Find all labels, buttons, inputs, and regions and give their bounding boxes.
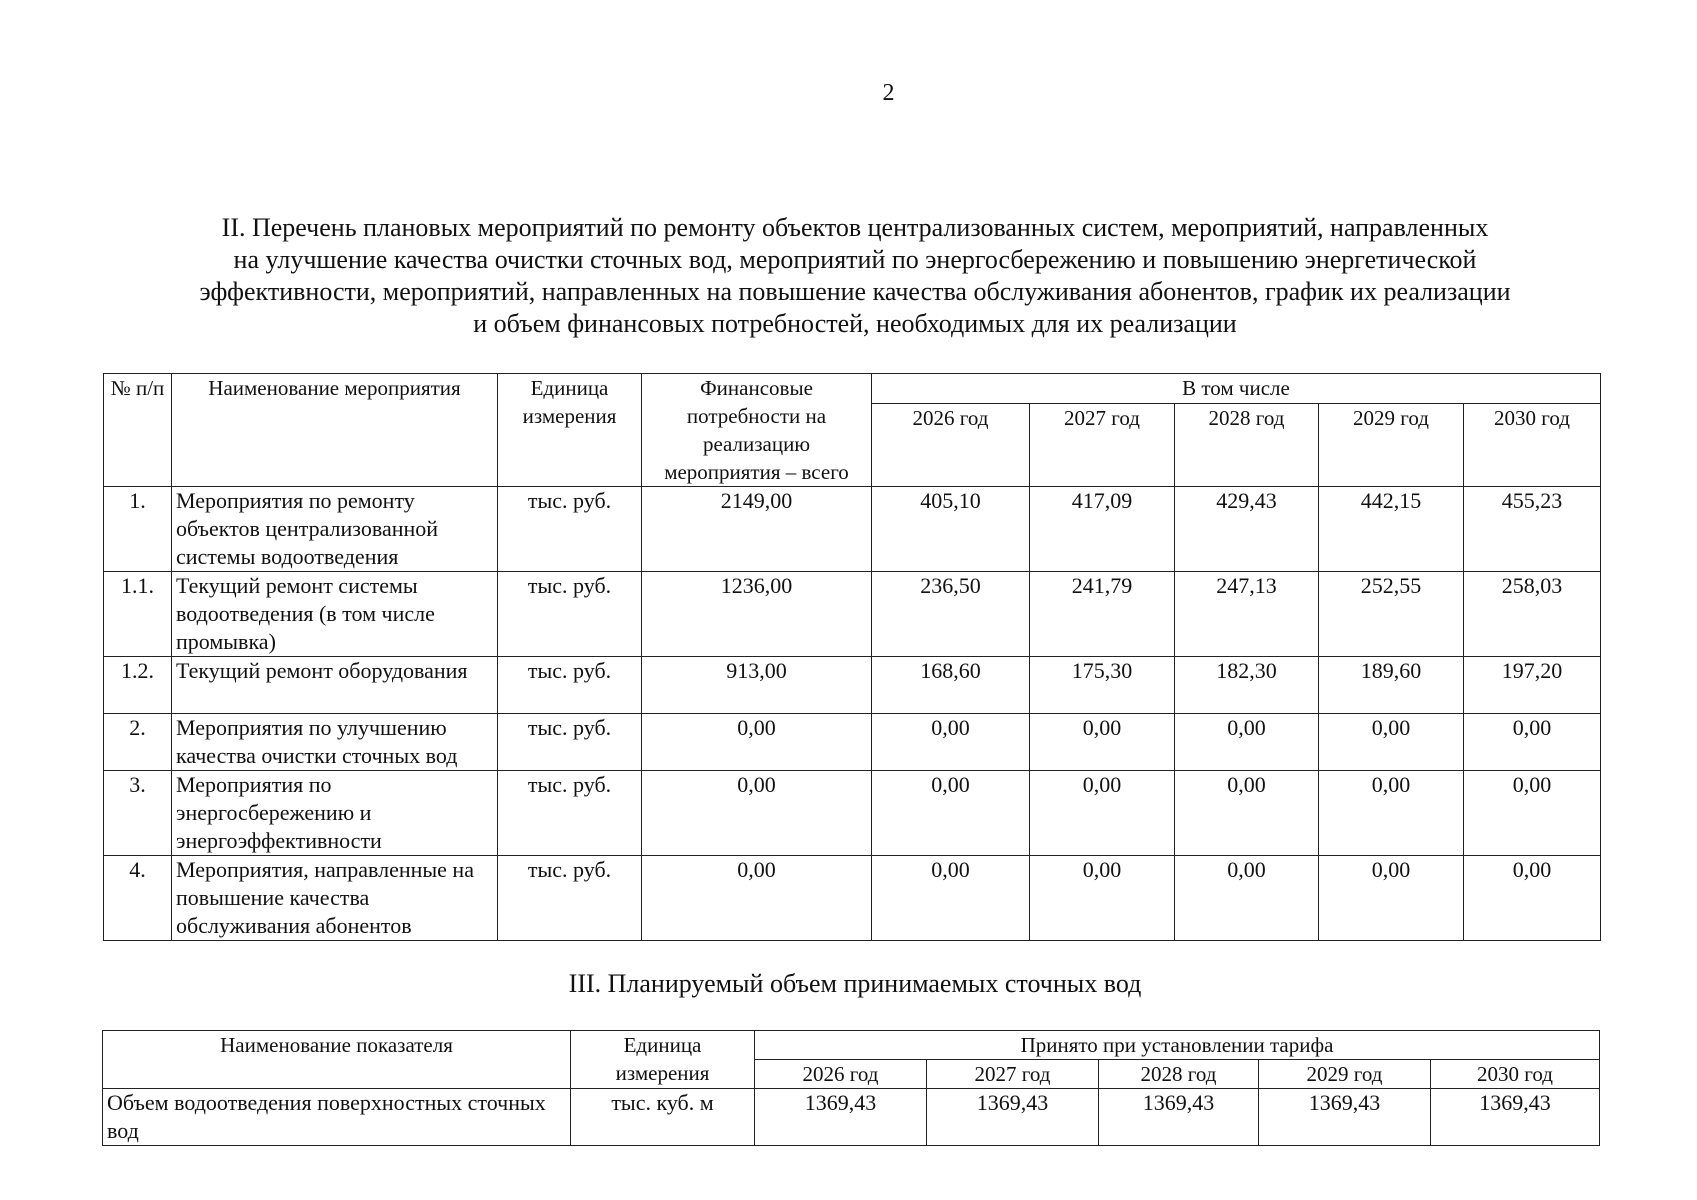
row-num: 3. — [104, 771, 172, 856]
header-year: 2030 год — [1464, 403, 1601, 486]
row-total: 1236,00 — [642, 572, 872, 657]
row-year-value: 252,55 — [1319, 572, 1464, 657]
row-total: 2149,00 — [642, 487, 872, 572]
table-row — [104, 487, 1601, 572]
row-name: Мероприятия по улучшению качества очистки сточных вод — [172, 714, 498, 771]
section-2-title-line: эффективности, мероприятий, направленных на повышение качества обслуживания абонентов, график их реализации — [199, 277, 1511, 306]
header-year: 2030 год — [1431, 1060, 1600, 1089]
row-num: 1.1. — [104, 572, 172, 657]
row-year-value: 241,79 — [1030, 572, 1175, 657]
row-year-value: 1369,43 — [755, 1089, 927, 1146]
row-name: Мероприятия, направленные на повышение качества обслуживания абонентов — [172, 856, 498, 941]
row-year-value: 236,50 — [872, 572, 1030, 657]
row-year-value: 0,00 — [1464, 771, 1601, 856]
row-num: 2. — [104, 714, 172, 771]
header-unit: Единица измерения — [498, 374, 642, 487]
section-2-title-line: и объем финансовых потребностей, необходимых для их реализации — [473, 309, 1237, 338]
row-num: 4. — [104, 856, 172, 941]
header-year: 2029 год — [1319, 403, 1464, 486]
row-year-value: 417,09 — [1030, 487, 1175, 572]
table-row — [104, 714, 1601, 771]
table-row — [104, 771, 1601, 856]
header-name: Наименование мероприятия — [172, 374, 498, 487]
section-2-title-line: II. Перечень плановых мероприятий по ремонту объектов централизованных систем, мероприятий, направленных — [221, 213, 1489, 242]
section-2-title — [120, 212, 1590, 340]
header-unit: Единица измерения — [571, 1031, 755, 1089]
row-year-value: 1369,43 — [1431, 1089, 1600, 1146]
header-year: 2029 год — [1259, 1060, 1431, 1089]
row-year-value: 0,00 — [1464, 856, 1601, 941]
header-num: № п/п — [104, 374, 172, 487]
row-name: Текущий ремонт системы водоотведения (в том числе промывка) — [172, 572, 498, 657]
table-row — [103, 1089, 1600, 1146]
row-name: Мероприятия по энергосбережению и энергоэффективности — [172, 771, 498, 856]
row-year-value: 0,00 — [1175, 714, 1319, 771]
row-year-value: 0,00 — [872, 714, 1030, 771]
row-year-value: 258,03 — [1464, 572, 1601, 657]
row-year-value: 0,00 — [1319, 856, 1464, 941]
row-year-value: 455,23 — [1464, 487, 1601, 572]
header-including: В том числе — [872, 374, 1601, 404]
page-number: 2 — [882, 80, 895, 106]
header-year: 2026 год — [872, 403, 1030, 486]
row-year-value: 405,10 — [872, 487, 1030, 572]
row-year-value: 1369,43 — [1099, 1089, 1259, 1146]
header-year: 2028 год — [1175, 403, 1319, 486]
row-year-value: 0,00 — [1030, 856, 1175, 941]
table-row — [104, 572, 1601, 657]
wastewater-volume-table — [102, 1030, 1600, 1146]
row-year-value: 0,00 — [872, 771, 1030, 856]
row-unit: тыс. руб. — [498, 856, 642, 941]
row-unit: тыс. руб. — [498, 771, 642, 856]
measures-table — [103, 373, 1601, 941]
row-year-value: 0,00 — [1464, 714, 1601, 771]
row-year-value: 182,30 — [1175, 657, 1319, 714]
row-unit: тыс. руб. — [498, 657, 642, 714]
header-indicator-name: Наименование показателя — [103, 1031, 571, 1089]
row-year-value: 1369,43 — [1259, 1089, 1431, 1146]
row-year-value: 0,00 — [1030, 771, 1175, 856]
row-unit: тыс. руб. — [498, 572, 642, 657]
row-num: 1. — [104, 487, 172, 572]
header-year: 2026 год — [755, 1060, 927, 1089]
row-year-value: 0,00 — [1030, 714, 1175, 771]
row-year-value: 0,00 — [872, 856, 1030, 941]
row-unit: тыс. куб. м — [571, 1089, 755, 1146]
row-year-value: 189,60 — [1319, 657, 1464, 714]
row-name: Объем водоотведения поверхностных сточных вод — [103, 1089, 571, 1146]
row-year-value: 0,00 — [1319, 771, 1464, 856]
row-total: 0,00 — [642, 714, 872, 771]
table-row — [104, 856, 1601, 941]
row-unit: тыс. руб. — [498, 714, 642, 771]
row-unit: тыс. руб. — [498, 487, 642, 572]
header-year: 2027 год — [927, 1060, 1099, 1089]
row-name: Текущий ремонт оборудования — [172, 657, 498, 714]
row-total: 0,00 — [642, 771, 872, 856]
header-year: 2028 год — [1099, 1060, 1259, 1089]
table-row — [104, 657, 1601, 714]
row-year-value: 175,30 — [1030, 657, 1175, 714]
row-year-value: 168,60 — [872, 657, 1030, 714]
row-total: 913,00 — [642, 657, 872, 714]
row-name: Мероприятия по ремонту объектов централизованной системы водоотведения — [172, 487, 498, 572]
row-total: 0,00 — [642, 856, 872, 941]
row-year-value: 442,15 — [1319, 487, 1464, 572]
section-2-title-line: на улучшение качества очистки сточных вод, мероприятий по энергосбережению и повышению энергетической — [233, 245, 1477, 274]
header-year: 2027 год — [1030, 403, 1175, 486]
row-num: 1.2. — [104, 657, 172, 714]
row-year-value: 429,43 — [1175, 487, 1319, 572]
header-total: Финансовые потребности на реализацию мероприятия – всего — [642, 374, 872, 487]
row-year-value: 0,00 — [1175, 771, 1319, 856]
section-3-title: III. Планируемый объем принимаемых сточных вод — [568, 969, 1142, 998]
row-year-value: 0,00 — [1175, 856, 1319, 941]
row-year-value: 197,20 — [1464, 657, 1601, 714]
header-accepted: Принято при установлении тарифа — [755, 1031, 1600, 1060]
row-year-value: 247,13 — [1175, 572, 1319, 657]
row-year-value: 1369,43 — [927, 1089, 1099, 1146]
row-year-value: 0,00 — [1319, 714, 1464, 771]
